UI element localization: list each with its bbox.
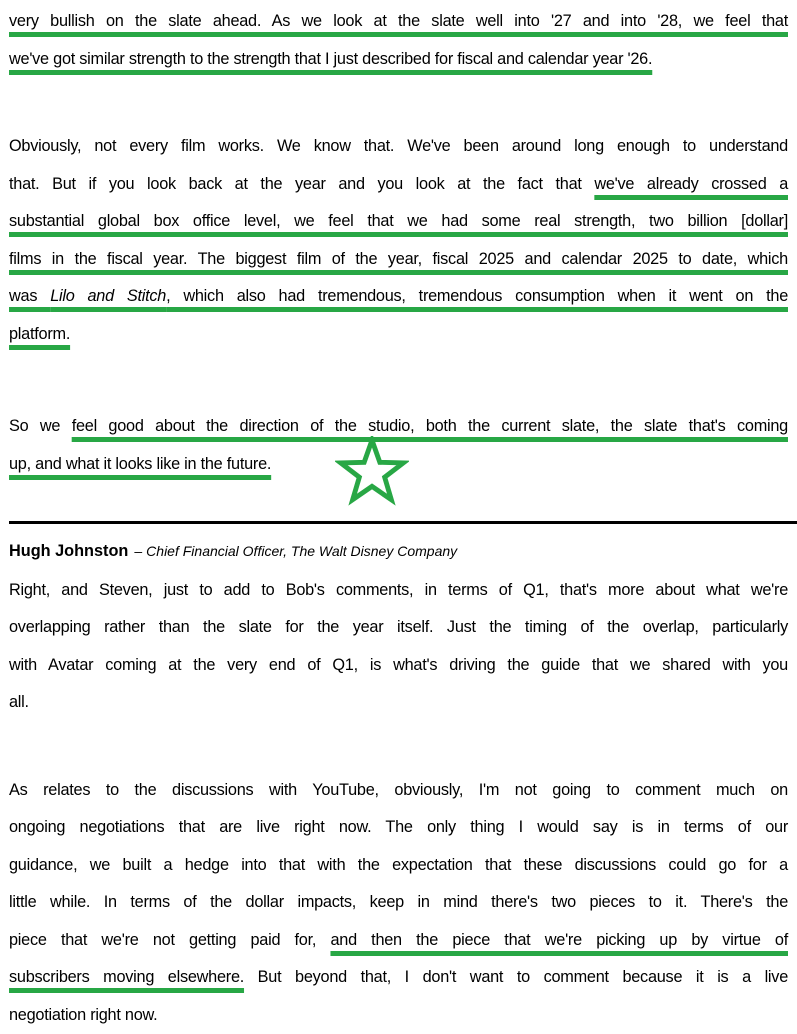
text-line: [9, 809, 788, 847]
text-line: [9, 884, 788, 922]
text-run: guidance, we built a hedge into that with the expectation that these discussions could go for a: [9, 856, 788, 874]
text-line: [9, 316, 788, 354]
transcript-paragraph-youtube: [9, 772, 788, 1034]
text-run: little while. In terms of the dollar impacts, keep in mind there's two pieces to it. There's the: [9, 893, 788, 911]
text-line: [9, 3, 788, 41]
text-line: [9, 278, 788, 316]
transcript-paragraph-slate: [9, 3, 788, 78]
text-run: As relates to the discussions with YouTube, obviously, I'm not going to comment much on: [9, 781, 788, 799]
text-line: [9, 772, 788, 810]
speaker-name: Hugh Johnston: [9, 542, 128, 560]
highlighted-text-run: Lilo and Stitch: [50, 287, 166, 305]
text-line: [9, 41, 788, 79]
text-run: negotiation right now.: [9, 1006, 157, 1024]
transcript-paragraph-box-office: [9, 128, 788, 353]
highlighted-text-run: platform.: [9, 325, 70, 343]
text-line: [9, 922, 788, 960]
highlighted-text-run: was: [9, 287, 50, 305]
text-line: [9, 609, 788, 647]
text-run: ongoing negotiations that are live right now. The only thing I would say is in terms of our: [9, 818, 788, 836]
section-divider: [9, 521, 797, 524]
text-run: So we: [9, 417, 72, 435]
highlighted-text-run: and then the piece that we're picking up by virtue of: [330, 931, 788, 949]
text-run: But beyond that, I don't want to comment because it is a live: [244, 968, 788, 986]
highlighted-text-run: feel good about the direction of the studio, both the current slate, the slate that's coming: [72, 417, 788, 435]
highlighted-text-run: films in the fiscal year. The biggest film of the year, fiscal 2025 and calendar 2025 to date, which: [9, 250, 788, 268]
text-line: [9, 959, 788, 997]
speaker-title: Chief Financial Officer, The Walt Disney Company: [146, 543, 457, 559]
text-line: [9, 847, 788, 885]
text-line: [9, 128, 788, 166]
text-line: [9, 572, 788, 610]
text-run: all.: [9, 693, 29, 711]
highlighted-text-run: we've got similar strength to the strength that I just described for fiscal and calendar year '26.: [9, 50, 652, 68]
transcript-paragraph-q1-overlap: [9, 572, 788, 722]
highlighted-text-run: substantial global box office level, we feel that we had some real strength, two billion [dollar]: [9, 212, 788, 230]
text-line: [9, 647, 788, 685]
text-run: Obviously, not every film works. We know that. We've been around long enough to understand: [9, 137, 788, 155]
text-line: [9, 684, 788, 722]
text-run: Right, and Steven, just to add to Bob's comments, in terms of Q1, that's more about what we're: [9, 581, 788, 599]
text-run: that. But if you look back at the year and you look at the fact that: [9, 175, 594, 193]
highlighted-text-run: , which also had tremendous, tremendous consumption when it went on the: [166, 287, 788, 305]
text-line: [9, 241, 788, 279]
text-run: piece that we're not getting paid for,: [9, 931, 330, 949]
highlighted-text-run: up, and what it looks like in the future.: [9, 455, 271, 473]
text-line: [9, 997, 788, 1034]
speaker-line: [9, 536, 788, 566]
highlighted-text-run: subscribers moving elsewhere.: [9, 968, 244, 986]
speaker-dash: –: [134, 543, 142, 559]
highlighted-text-run: we've already crossed a: [594, 175, 788, 193]
text-line: [9, 203, 788, 241]
text-line: [9, 166, 788, 204]
text-run: overlapping rather than the slate for the year itself. Just the timing of the overlap, particularly: [9, 618, 788, 636]
text-run: with Avatar coming at the very end of Q1, is what's driving the guide that we shared with you: [9, 656, 788, 674]
star-icon: [335, 436, 409, 506]
highlighted-text-run: very bullish on the slate ahead. As we look at the slate well into '27 and into '28, we feel that: [9, 12, 788, 30]
